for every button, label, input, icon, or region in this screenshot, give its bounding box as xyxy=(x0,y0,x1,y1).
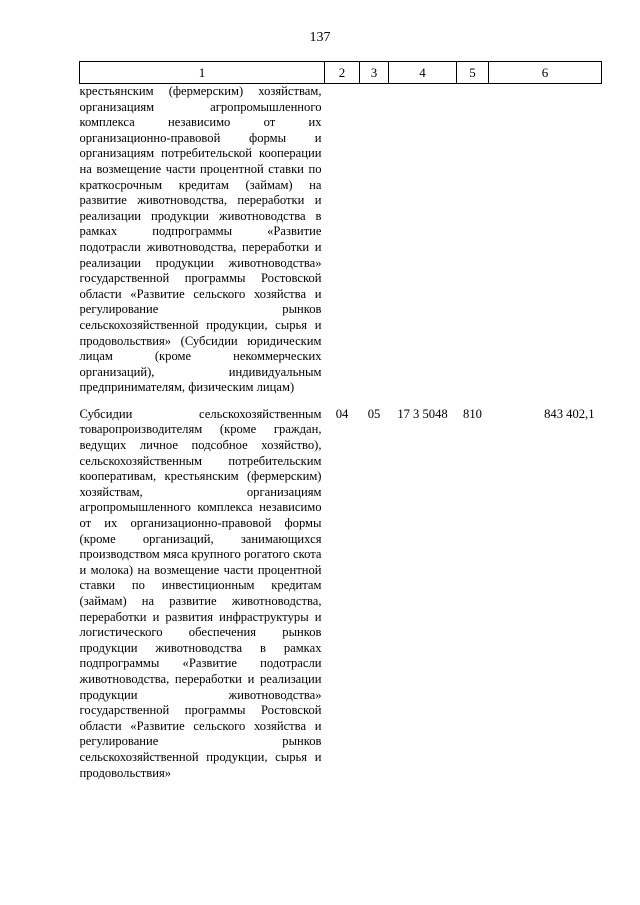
column-header-2: 2 xyxy=(325,62,360,84)
row-section-code: 04 xyxy=(335,406,349,421)
column-header-6: 6 xyxy=(489,62,602,84)
column-header-5: 5 xyxy=(457,62,489,84)
budget-table xyxy=(79,61,602,781)
row-amount: 843 402,1 xyxy=(544,406,595,421)
row-expense-type: 810 xyxy=(463,406,482,421)
row-description: Субсидии сельскохозяйственным товаропроизводителям (кроме граждан, ведущих личное подсобное хозяйство), сельскохозяйственным потребительским кооперативам, крестьянским (фермерским) хозяйствам, организациям агропромышленного комплекса независимо от их организационно-правовой формы (кроме организаций, занимающихся производством мяса крупного рогатого скота и молока) на возмещение части процентной ставки по инвестиционным кредитам (займам) на развитие животноводства, переработки и развития инфраструктуры и логистического обеспечения рынков продукции животноводства в рамках подпрограммы «Развитие подотрасли животноводства, переработки и реализации продукции животноводства» государственной программы Ростовской области «Развитие сельского хозяйства и регулирование рынков сельскохозяйственной продукции, сырья и продовольствия» xyxy=(79,406,322,780)
column-header-3: 3 xyxy=(360,62,389,84)
table-body xyxy=(80,84,602,782)
header-row xyxy=(80,62,602,84)
row-spacer xyxy=(80,396,602,407)
row-target-article xyxy=(389,84,457,396)
row-description: крестьянским (фермерским) хозяйствам, организациям агропромышленного комплекса независимо от их организационно-правовой формы и организациям потребительской кооперации на возмещение части процентной ставки по краткосрочным кредитам (займам) на развитие животноводства, переработки и реализации продукции животноводства в рамках подпрограммы «Развитие подотрасли животноводства, переработки и реализации продукции животноводства» государственной программы Ростовской области «Развитие сельского хозяйства и регулирование рынков сельскохозяйственной продукции, сырья и продовольствия» (Субсидии юридическим лицам (кроме некоммерческих организаций), индивидуальным предпринимателям, физическим лицам) xyxy=(79,84,322,395)
column-header-4: 4 xyxy=(389,62,457,84)
row-subsection-code: 05 xyxy=(367,406,381,421)
table-row xyxy=(80,84,602,396)
table-header xyxy=(80,62,602,84)
row-expense-type xyxy=(457,84,489,396)
page-number: 137 xyxy=(309,30,331,45)
table-row xyxy=(80,407,602,781)
row-amount xyxy=(489,84,602,396)
row-section-code xyxy=(325,84,360,396)
row-subsection-code xyxy=(360,84,389,396)
row-target-article: 17 3 5048 xyxy=(397,406,448,421)
column-header-1: 1 xyxy=(80,62,325,84)
